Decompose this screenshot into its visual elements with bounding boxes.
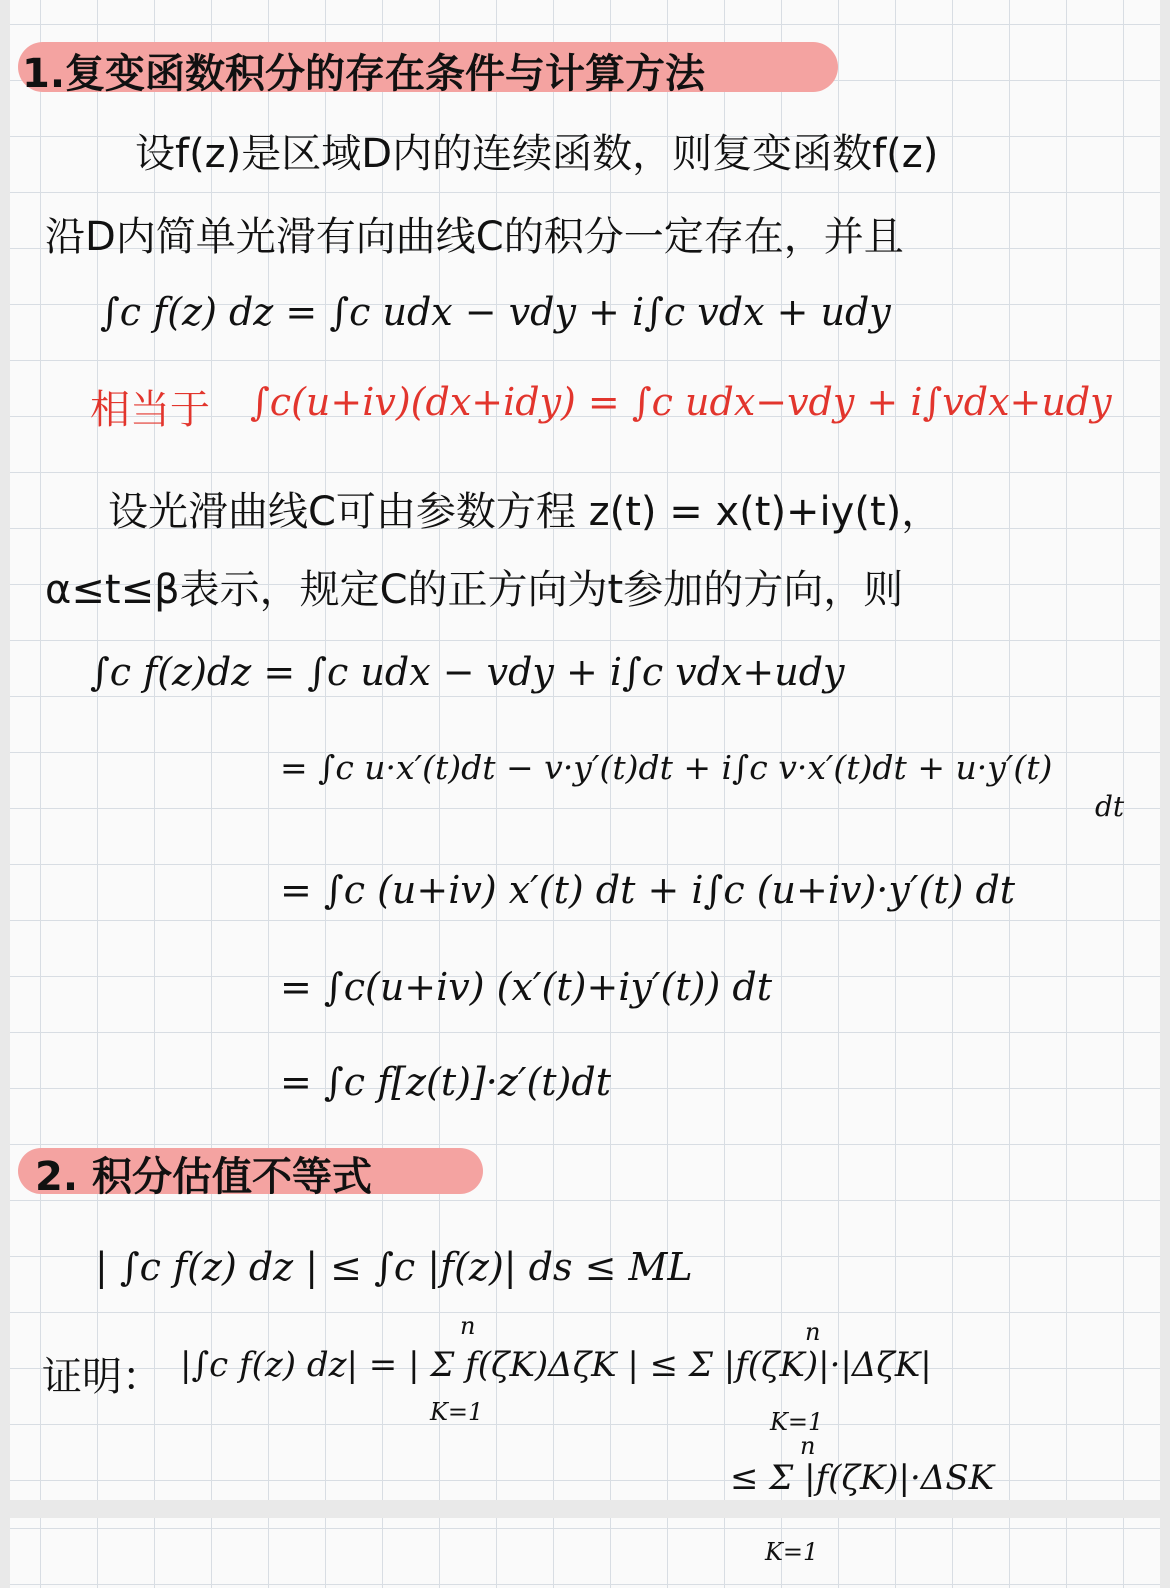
formula-equiv: ∫c(u+iv)(dx+idy) = ∫c udx−vdy + i∫vdx+udy [250, 380, 1112, 424]
sum-lower-limit-2: K=1 [770, 1408, 824, 1436]
equiv-label: 相当于 [90, 387, 210, 433]
derivation-step-2-dt: dt [1095, 790, 1125, 823]
sum-upper-limit-1: n [460, 1312, 476, 1340]
proof-line-2: ≤ Σ |f(ζK)|·ΔSK [730, 1458, 995, 1498]
intro-line-1: 设f(z)是区域D内的连续函数，则复变函数f(z) [135, 131, 939, 177]
section1-title: 1.复变函数积分的存在条件与计算方法 [22, 51, 706, 97]
section2-title: 2. 积分估值不等式 [35, 1154, 372, 1200]
sum-upper-limit-2: n [805, 1318, 821, 1346]
derivation-step-4: = ∫c(u+iv) (x′(t)+iy′(t)) dt [280, 965, 772, 1009]
derivation-step-5: = ∫c f[z(t)]·z′(t)dt [280, 1060, 611, 1104]
proof-line-1: |∫c f(z) dz| = | Σ f(ζK)ΔζK | ≤ Σ |f(ζK)|·|ΔζK| [180, 1345, 932, 1385]
sum-lower-limit-3: K=1 [765, 1538, 819, 1566]
derivation-step-2: = ∫c u·x′(t)dt − v·y′(t)dt + i∫c v·x′(t)dt + u·y′(t) [280, 748, 1053, 787]
notebook-page [10, 0, 1160, 1500]
proof-label: 证明： [42, 1354, 162, 1400]
sum-lower-limit-1: K=1 [430, 1398, 484, 1426]
derivation-step-3: = ∫c (u+iv) x′(t) dt + i∫c (u+iv)·y′(t) dt [280, 868, 1016, 912]
param-line-2: α≤t≤β表示，规定C的正方向为t参加的方向，则 [45, 567, 904, 613]
param-line-1: 设光滑曲线C可由参数方程 z(t) = x(t)+iy(t)， [108, 489, 942, 535]
notebook-page-continued [10, 1518, 1160, 1588]
sum-upper-limit-3: n [800, 1432, 816, 1460]
formula-1: ∫c f(z) dz = ∫c udx − vdy + i∫c vdx + udy [100, 290, 891, 334]
estimate-inequality: | ∫c f(z) dz | ≤ ∫c |f(z)| ds ≤ ML [95, 1245, 693, 1289]
derivation-step-1: ∫c f(z)dz = ∫c udx − vdy + i∫c vdx+udy [90, 650, 845, 694]
intro-line-2: 沿D内简单光滑有向曲线C的积分一定存在，并且 [45, 214, 904, 260]
